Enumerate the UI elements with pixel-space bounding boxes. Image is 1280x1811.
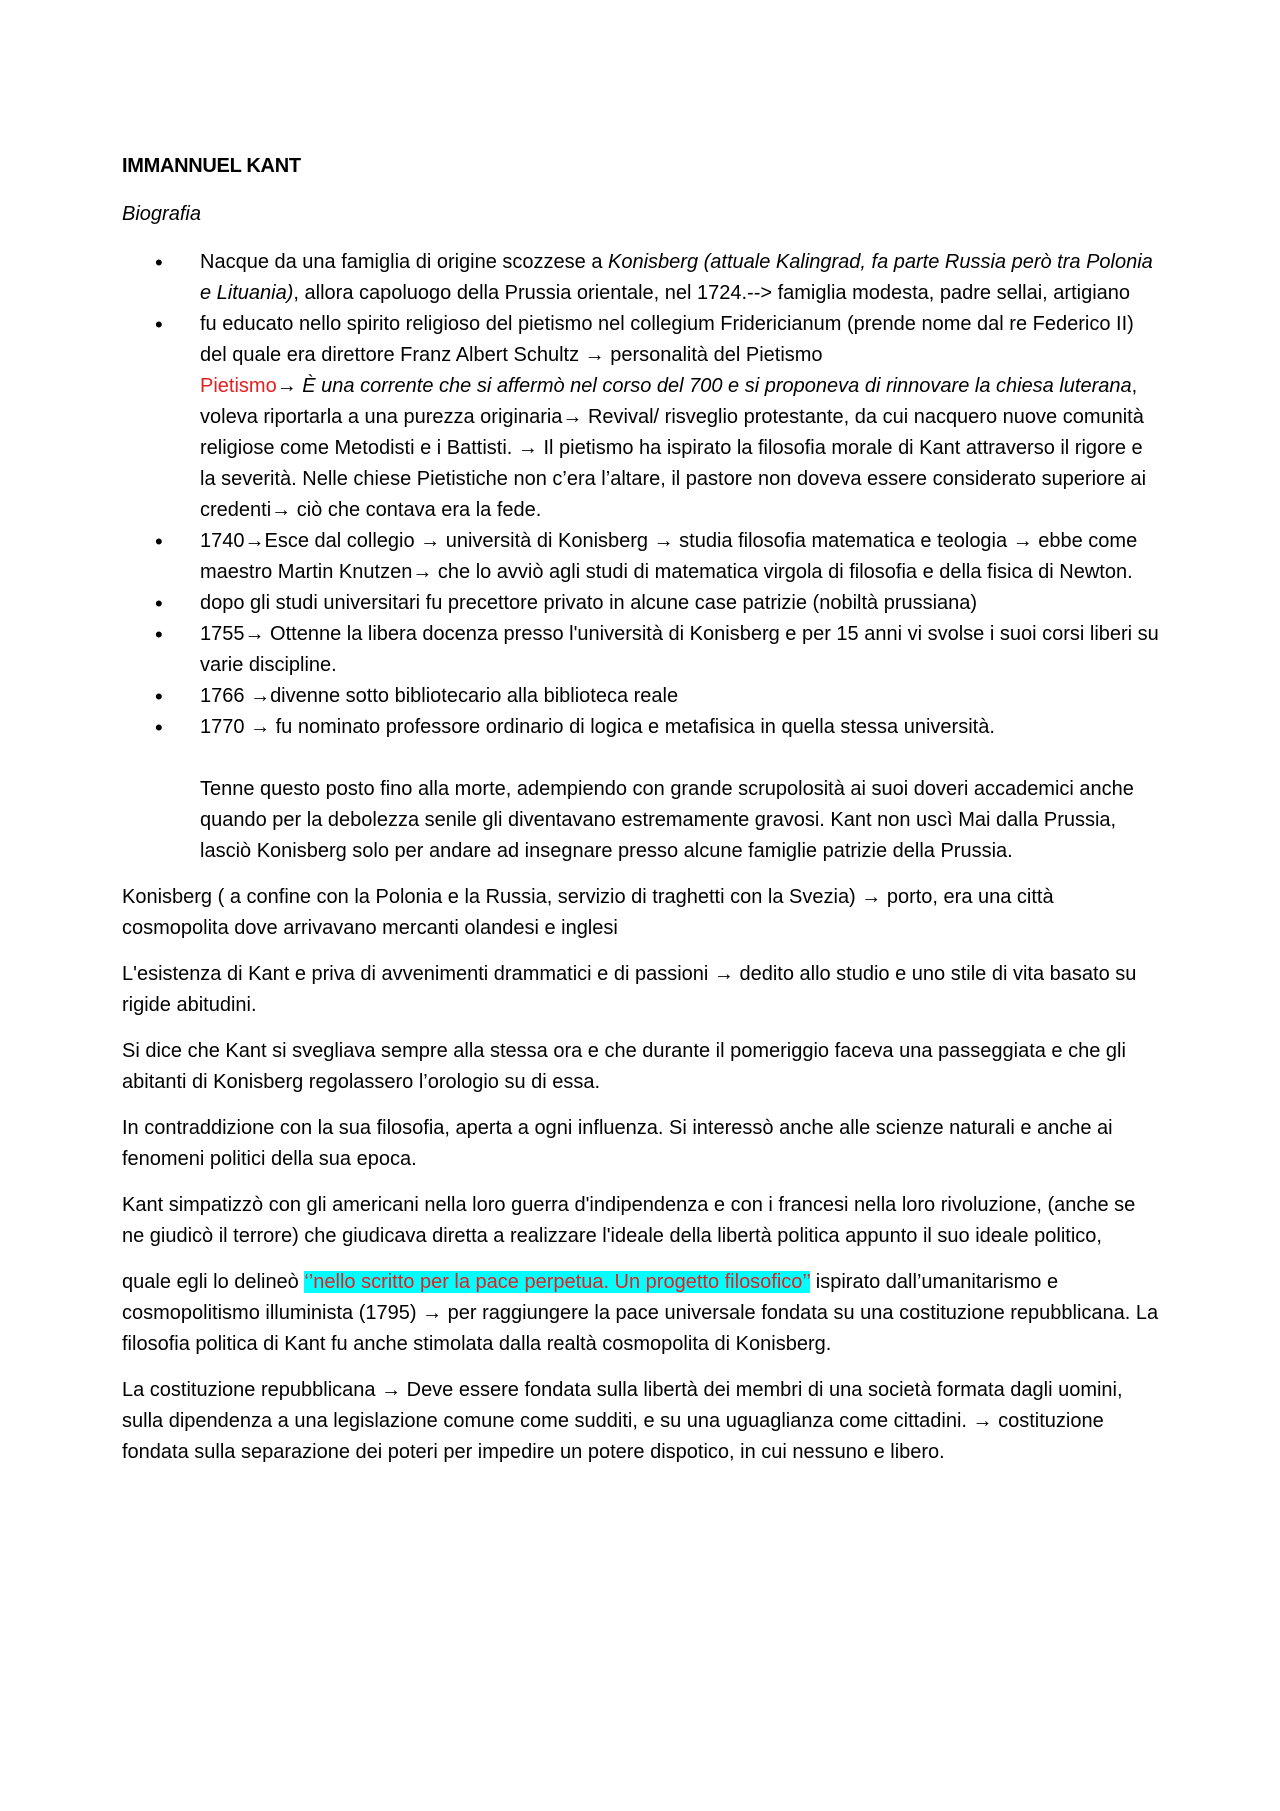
- document-body: [122, 151, 1162, 1483]
- biography-list: [122, 247, 1162, 743]
- arrow-icon: →: [276, 375, 297, 397]
- arrow-icon: →: [562, 406, 583, 428]
- list-continuation-paragraph: Tenne questo posto fino alla morte, adempiendo con grande scrupolosità ai suoi doveri accademici anche quando per la debolezza senile gli diventavano estremamente gravosi. Kant non uscì Mai dalla Prussia, lasciò Konisberg solo per andare ad insegnare presso alcune famiglie patrizie della Prussia.: [200, 778, 1134, 862]
- text: La costituzione repubblicana: [122, 1379, 382, 1401]
- text: porto, era una città cosmopolita dove arrivavano mercanti olandesi e inglesi: [122, 886, 1054, 939]
- arrow-icon: →: [584, 344, 605, 366]
- paragraph: [122, 882, 1162, 944]
- text: L'esistenza di Kant e priva di avvenimenti drammatici e di passioni: [122, 963, 714, 985]
- list-item: [200, 247, 1162, 309]
- arrow-icon: →: [1012, 530, 1033, 552]
- text: Konisberg ( a confine con la Polonia e la Russia, servizio di traghetti con la Svezia): [122, 886, 862, 908]
- text: Ottenne la libera docenza presso l'università di Konisberg e per 15 anni vi svolse i suoi corsi liberi su varie discipline.: [200, 623, 1159, 676]
- text: fu nominato professore ordinario di logica e metafisica in quella stessa università.: [270, 716, 995, 738]
- highlighted-term: Pietismo: [200, 375, 277, 397]
- paragraph: Kant simpatizzò con gli americani nella loro guerra d'indipendenza e con i francesi nella loro rivoluzione, (anche se ne giudicò il terrore) che giudicava diretta a realizzare l'ideale della libertà politica appunto il suo ideale politico,: [122, 1194, 1136, 1247]
- arrow-icon: →: [381, 1379, 402, 1401]
- arrow-icon: →: [244, 530, 265, 552]
- text: , voleva riportarla a una purezza originaria: [200, 375, 1138, 428]
- arrow-icon: →: [713, 963, 734, 985]
- paragraph: Si dice che Kant si svegliava sempre alla stessa ora e che durante il pomeriggio faceva una passeggiata e che gli abitanti di Konisberg regolassero l’orologio su di essa.: [122, 1040, 1126, 1093]
- paragraph: In contraddizione con la sua filosofia, aperta a ogni influenza. Si interessò anche alle scienze naturali e anche ai fenomeni politici della sua epoca.: [122, 1117, 1113, 1170]
- text: divenne sotto bibliotecario alla biblioteca reale: [270, 685, 679, 707]
- year: 1755: [200, 623, 245, 645]
- year: 1770: [200, 716, 251, 738]
- text: ispirato dall’umanitarismo e cosmopolitismo illuminista (1795): [122, 1271, 1059, 1324]
- arrow-icon: →: [422, 1302, 443, 1324]
- section-subtitle: Biografia: [122, 203, 201, 225]
- text: dopo gli studi universitari fu precettore privato in alcune case patrizie (nobiltà prussiana): [200, 592, 978, 614]
- text: Nacque da una famiglia di origine scozzese a: [200, 251, 609, 273]
- text: ebbe come maestro Martin Knutzen: [200, 530, 1138, 583]
- list-item: [200, 681, 1162, 712]
- list-item: [200, 309, 1162, 526]
- paragraph: [122, 1375, 1162, 1468]
- arrow-icon: →: [861, 886, 882, 908]
- text: università di Konisberg: [440, 530, 654, 552]
- highlighted-title: ‘’nello scritto per la pace perpetua. Un progetto filosofico’’: [304, 1271, 811, 1293]
- arrow-icon: →: [420, 530, 441, 552]
- text: Deve essere fondata sulla libertà dei membri di una società formata dagli uomini, sulla dipendenza a una legislazione comune come sudditi, e su una uguaglianza come cittadini.: [122, 1379, 1123, 1432]
- arrow-icon: →: [244, 623, 265, 645]
- text: Il pietismo ha ispirato la filosofia morale di Kant attraverso il rigore e la severità. Nelle chiese Pietistiche non c’era l’altare, il pastore non doveva essere considerato superiore ai credenti: [200, 437, 1147, 521]
- arrow-icon: →: [517, 437, 538, 459]
- text: , allora capoluogo della Prussia orientale, nel 1724.--> famiglia modesta, padre sellai, artigiano: [293, 282, 1131, 304]
- paragraph: [122, 1267, 1162, 1360]
- text: quale egli lo delineò: [122, 1271, 305, 1293]
- list-item: [200, 588, 1162, 619]
- arrow-icon: →: [250, 685, 271, 707]
- list-item: [200, 619, 1162, 681]
- arrow-icon: →: [653, 530, 674, 552]
- text: ciò che contava era la fede.: [291, 499, 542, 521]
- year: 1740: [200, 530, 245, 552]
- text: fu educato nello spirito religioso del pietismo nel collegium Fridericianum (prende nome dal re Federico II) del quale era direttore Franz Albert Schultz: [200, 313, 1134, 366]
- paragraph: [122, 959, 1162, 1021]
- text: per raggiungere la pace universale fondata su una costituzione repubblicana. La filosofia politica di Kant fu anche stimolata dalla realtà cosmopolita di Konisberg.: [122, 1302, 1159, 1355]
- document-title: IMMANNUEL KANT: [122, 155, 301, 177]
- year: 1766: [200, 685, 251, 707]
- text: Revival/ risveglio protestante, da cui nacquero nuove comunità religiose come Metodisti e i Battisti.: [200, 406, 1144, 459]
- arrow-icon: →: [271, 499, 292, 521]
- text: che lo avviò agli studi di matematica virgola di filosofia e della fisica di Newton.: [432, 561, 1133, 583]
- list-item: [200, 712, 1162, 743]
- text: Esce dal collegio: [264, 530, 421, 552]
- text: dedito allo studio e uno stile di vita basato su rigide abitudini.: [122, 963, 1137, 1016]
- italic-text: Konisberg (attuale Kalingrad, fa parte Russia però tra Polonia e Lituania): [200, 251, 1153, 304]
- list-item: [200, 526, 1162, 588]
- arrow-icon: →: [972, 1410, 993, 1432]
- arrow-icon: →: [250, 716, 271, 738]
- italic-text: È una corrente che si affermò nel corso del 700 e si proponeva di rinnovare la chiesa luterana: [302, 375, 1132, 397]
- text: studia filosofia matematica e teologia: [673, 530, 1013, 552]
- text: personalità del Pietismo: [604, 344, 823, 366]
- arrow-icon: →: [412, 561, 433, 583]
- text: costituzione fondata sulla separazione dei poteri per impedire un potere dispotico, in cui nessuno e libero.: [122, 1410, 1104, 1463]
